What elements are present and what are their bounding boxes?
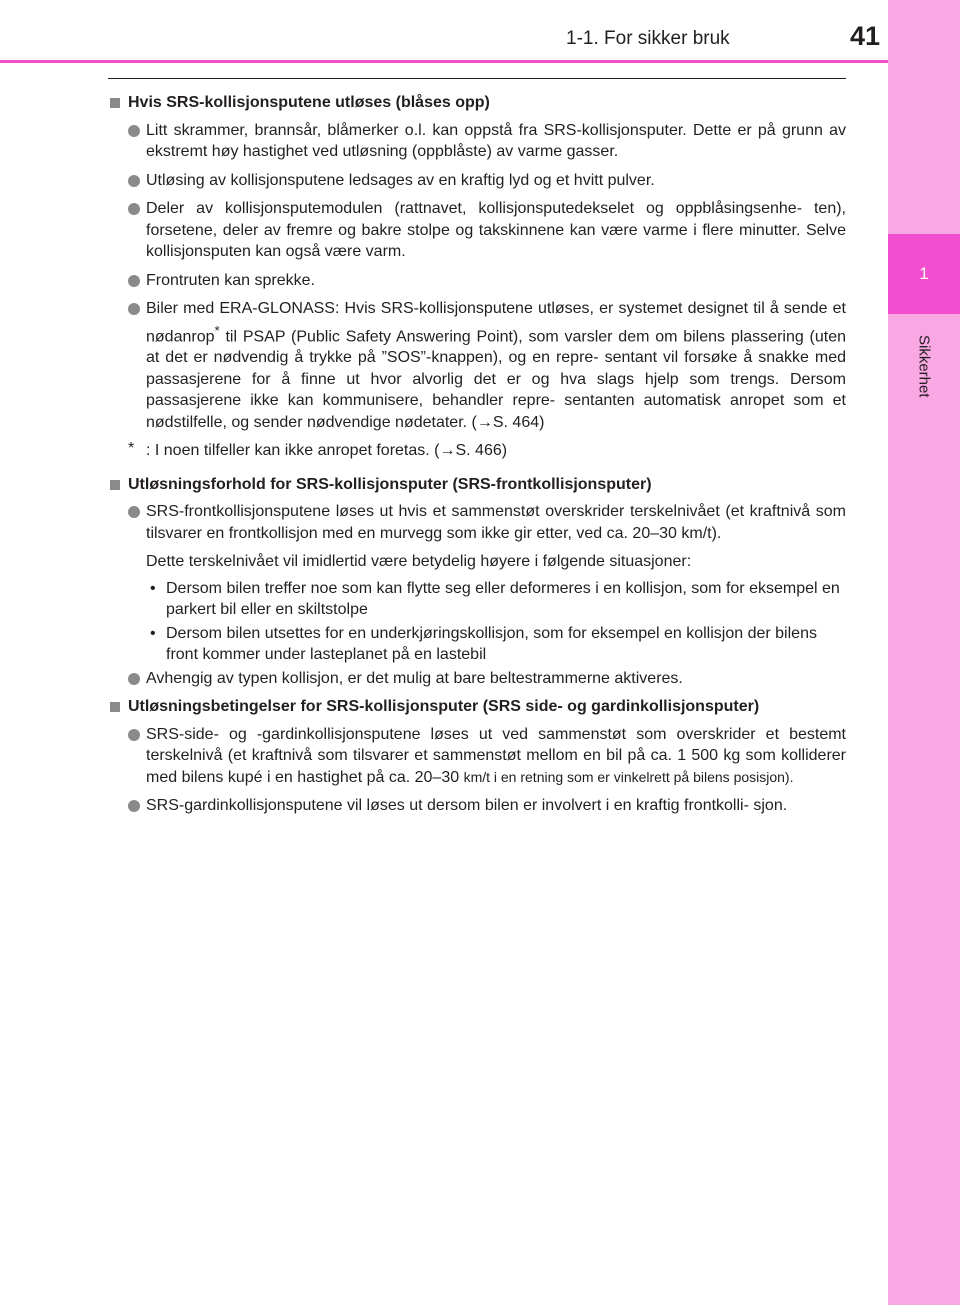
sub-bullet: •: [150, 579, 156, 597]
chapter-number: 1: [919, 264, 929, 283]
footnote-star: *: [128, 440, 135, 458]
header-rule: [0, 60, 888, 63]
paragraph: Dette terskelnivået vil imidlertid være betydelig høyere i følgende situasjoner:: [146, 553, 692, 571]
heading-text: Utløsningsforhold for SRS-kollisjonsputer (SRS-frontkollisjonsputer): [128, 475, 652, 493]
section-heading: [108, 474, 846, 496]
item-text: Frontruten kan sprekke.: [146, 271, 315, 289]
square-bullet-icon: [110, 702, 120, 712]
heading-text: Hvis SRS-kollisjonsputene utløses (blåses opp): [128, 94, 490, 111]
chapter-tab[interactable]: [888, 234, 960, 314]
square-bullet-icon: [110, 480, 120, 490]
chapter-name-label: [888, 316, 960, 416]
circle-bullet-icon: [128, 673, 140, 685]
circle-bullet-icon: [128, 729, 140, 741]
circle-bullet-icon: [128, 275, 140, 287]
list-item: [108, 724, 846, 789]
page-content: [108, 90, 846, 824]
list-item: [108, 501, 846, 544]
circle-bullet-icon: [128, 203, 140, 215]
circle-bullet-icon: [128, 125, 140, 137]
sub-item-text: Dersom bilen utsettes for en underkjøringskollisjon, som for eksempel en kollisjon der bilens front kommer under lasteplanet på en lastebil: [166, 624, 817, 664]
item-text: SRS-gardinkollisjonsputene vil løses ut dersom bilen er involvert i en kraftig frontkolli- sjon.: [146, 797, 788, 815]
item-text: Litt skrammer, brannsår, blåmerker o.l. kan oppstå fra SRS-kollisjonsputer. Dette er på grunn av ekstremt høy hastighet ved utløsning (oppblåste) av varme gasser.: [146, 121, 846, 160]
section-title: 1-1. For sikker bruk: [566, 28, 730, 49]
item-text: til PSAP (Public Safety Answering Point), som varsler dem om bilens plassering (uten at det er nødvendig å trykke på ”SOS”-knappen), og en repre- sentant vil forsøke å snakke med passasjerene for å finne ut hvor alvorlig det er og hva slags hjelp som trengs. Dersom passasjerene ikke kan kommunisere, behandler repre- sentanten automatisk anropet som et nødstilfelle, og sender nødvendige nødetater. (→S. 464): [146, 327, 846, 431]
sub-list-item: [108, 623, 846, 666]
section-heading: [108, 92, 846, 114]
circle-bullet-icon: [128, 175, 140, 187]
square-bullet-icon: [110, 98, 120, 108]
list-item: [108, 120, 846, 163]
list-item: [108, 198, 846, 263]
list-item: [108, 668, 846, 690]
circle-bullet-icon: [128, 506, 140, 518]
page-number: 41: [850, 21, 881, 51]
item-text: SRS-side- og -gardinkollisjonsputene løses ut ved sammenstøt som overskrider et bestemt terskelnivå (et kraftnivå som tilsvarer et sammenstøt mellom en bil på ca. 1 500 kg som kolliderer med bilens kupé i en hastighet på ca. 20–30: [146, 725, 846, 786]
sub-bullet: •: [150, 624, 156, 642]
item-text: Avhengig av typen kollisjon, er det mulig at bare beltestrammerne aktiveres.: [146, 669, 683, 687]
footnote-marker: *: [214, 322, 220, 338]
item-text-small: km/t i en retning som er vinkelrett på bilens posisjon).: [463, 768, 794, 785]
content-rule: [108, 78, 846, 79]
chapter-sidebar: [888, 0, 960, 1305]
circle-bullet-icon: [128, 303, 140, 315]
item-text: SRS-frontkollisjonsputene løses ut hvis et sammenstøt overskrider terskelnivået (et kraftnivå som tilsvarer en frontkollisjon med en murvegg som ikke gir etter, ved ca. 20–30 km/t).: [146, 503, 846, 542]
item-text: Biler med ERA-GLONASS: Hvis SRS-kollisjonsputene utløses, er systemet designet til å sende et nødanrop: [146, 300, 846, 345]
sub-item-text: Dersom bilen treffer noe som kan flytte seg eller deformeres i en kollisjon, som for eksempel en parkert bil eller en skiltstolpe: [166, 579, 840, 619]
circle-bullet-icon: [128, 800, 140, 812]
section-heading: [108, 696, 846, 718]
list-item: [108, 270, 846, 292]
list-item: [108, 795, 846, 817]
footnote: [108, 440, 846, 462]
list-item: [108, 170, 846, 192]
chapter-name: Sikkerhet: [915, 334, 933, 398]
item-text: Utløsing av kollisjonsputene ledsages av en kraftig lyd og et hvitt pulver.: [146, 171, 655, 189]
list-item: [108, 298, 846, 433]
sub-list-item: [108, 578, 846, 621]
footnote-text: : I noen tilfeller kan ikke anropet foretas. (→S. 466): [146, 442, 508, 460]
item-text: Deler av kollisjonsputemodulen (rattnavet, kollisjonsputedekselet og oppblåsingsenhe- ten), forsetene, deler av fremre og bakre stolpe og takskinnene kan være varme i flere minutter. Selve kollisjonsputen kan også være varm.: [146, 200, 846, 260]
heading-text: Utløsningsbetingelser for SRS-kollisjonsputer (SRS side- og gardinkollisjonsputer): [128, 698, 760, 716]
